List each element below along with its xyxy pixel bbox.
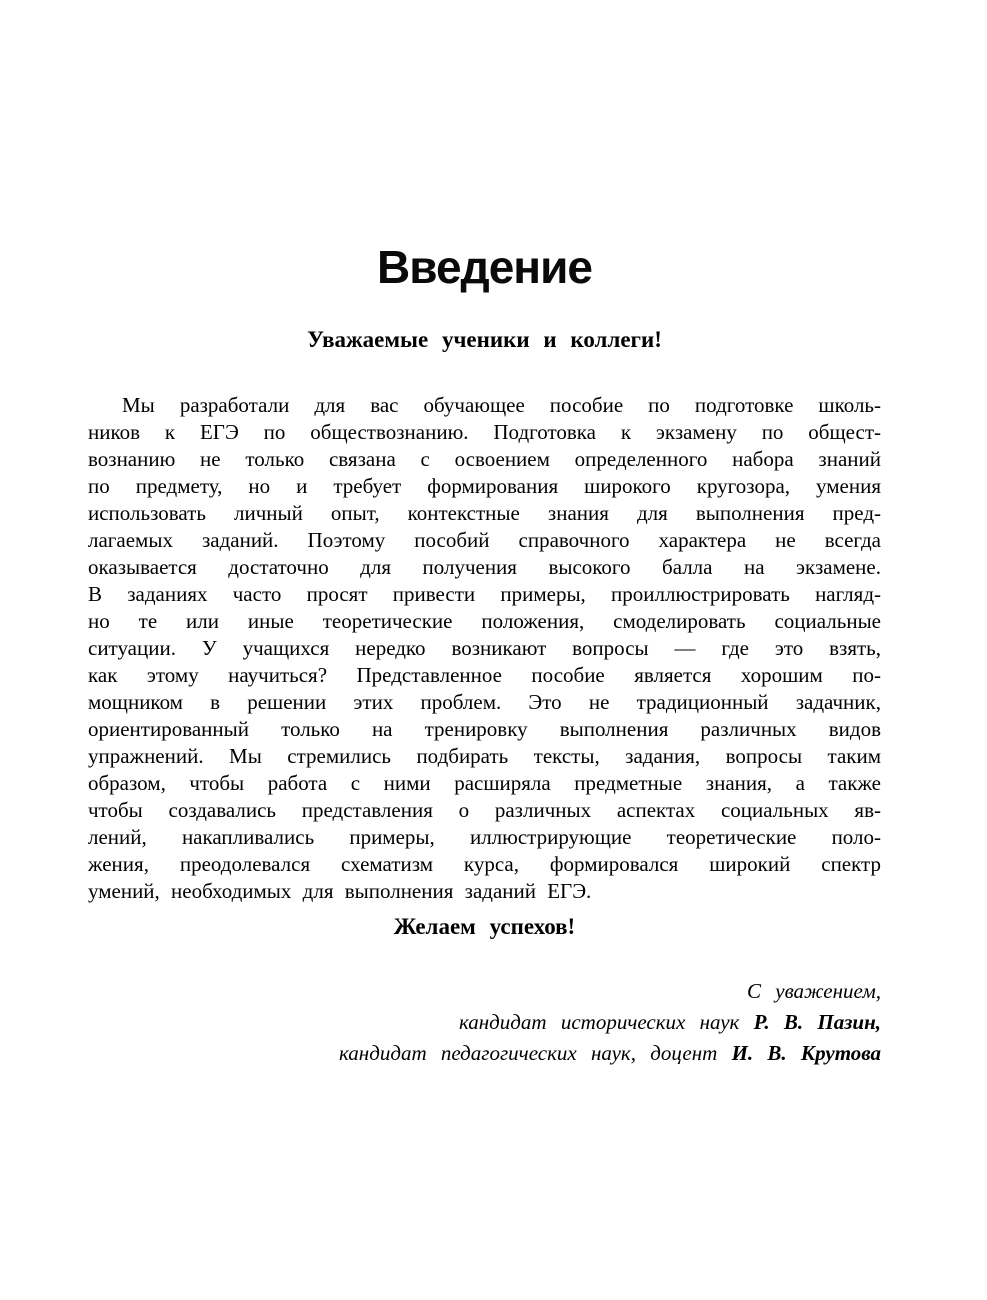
text-column	[88, 0, 881, 1069]
body-line: жения, преодолевался схематизм курса, формировался широкий спектр	[88, 852, 881, 876]
body-line: упражнений. Мы стремились подбирать тексты, задания, вопросы таким	[88, 744, 881, 768]
author-2-name: И. В. Крутова	[731, 1041, 881, 1065]
signature-block	[88, 976, 881, 1069]
signature-author-1	[88, 1007, 881, 1038]
body-line: оказывается достаточно для получения высокого балла на экзамене.	[88, 555, 881, 579]
signature-salutation	[88, 976, 881, 1007]
closing-line: Желаем успехов!	[393, 914, 576, 939]
chapter-title: Введение	[377, 241, 592, 293]
body-line: ориентированный только на тренировку выполнения различных видов	[88, 717, 881, 741]
signature-author-2	[88, 1038, 881, 1069]
body-line: использовать личный опыт, контекстные знания для выполнения пред-	[88, 501, 881, 525]
body-line: по предмету, но и требует формирования широкого кругозора, умения	[88, 474, 881, 498]
body-line: но те или иные теоретические положения, смоделировать социальные	[88, 609, 881, 633]
body-line: В заданиях часто просят привести примеры, проиллюстрировать нагляд-	[88, 582, 881, 606]
body-line: умений, необходимых для выполнения заданий ЕГЭ.	[88, 879, 592, 903]
author-2-degree: кандидат педагогических наук, доцент	[339, 1041, 732, 1065]
body-line: ситуации. У учащихся нередко возникают вопросы — где это взять,	[88, 636, 881, 660]
body-line: Мы разработали для вас обучающее пособие по подготовке школь-	[122, 393, 881, 417]
body-line: вознанию не только связана с освоением определенного набора знаний	[88, 447, 881, 471]
body-line: лагаемых заданий. Поэтому пособий справочного характера не всегда	[88, 528, 881, 552]
greeting-line: Уважаемые ученики и коллеги!	[307, 327, 662, 352]
body-line: ников к ЕГЭ по обществознанию. Подготовка к экзамену по общест-	[88, 420, 881, 444]
body-line: лений, накапливались примеры, иллюстрирующие теоретические поло-	[88, 825, 881, 849]
body-line: мощником в решении этих проблем. Это не традиционный задачник,	[88, 690, 881, 714]
body-line: образом, чтобы работа с ними расширяла предметные знания, а также	[88, 771, 881, 795]
signature-salutation-text: С уважением,	[747, 979, 881, 1003]
intro-paragraph	[88, 392, 881, 905]
author-1-name: Р. В. Пазин,	[753, 1010, 881, 1034]
body-line: чтобы создавались представления о различных аспектах социальных яв-	[88, 798, 881, 822]
author-1-degree: кандидат исторических наук	[458, 1010, 754, 1034]
body-line: как этому научиться? Представленное пособие является хорошим по-	[88, 663, 881, 687]
